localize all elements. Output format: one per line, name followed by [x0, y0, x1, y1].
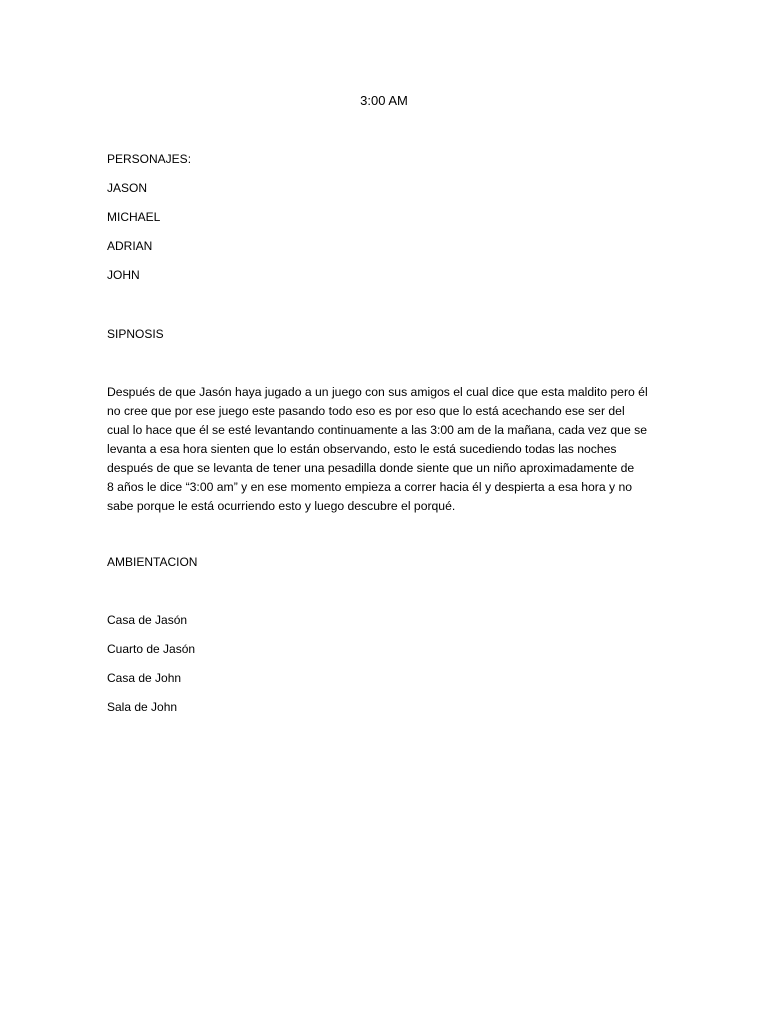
characters-list — [107, 180, 667, 296]
setting-item: Casa de John — [107, 671, 182, 685]
synopsis-line: no cree que por ese juego este pasando todo eso es por eso que lo está acechando ese ser del — [107, 404, 625, 418]
synopsis-line: Después de que Jasón haya jugado a un juego con sus amigos el cual dice que esta maldito pero él — [107, 385, 648, 399]
characters-heading — [107, 151, 667, 167]
character-item: MICHAEL — [107, 210, 161, 224]
synopsis-heading-text: SIPNOSIS — [107, 327, 164, 341]
synopsis-line: sabe porque le está ocurriendo esto y luego descubre el porqué. — [107, 499, 456, 513]
document-title: 3:00 AM — [360, 93, 408, 108]
synopsis-line: levanta a esa hora sienten que lo están observando, esto le está sucediendo todas las noches — [107, 442, 617, 456]
synopsis-line: cual lo hace que él se esté levantando continuamente a las 3:00 am de la mañana, cada vez que se — [107, 423, 647, 437]
setting-heading — [107, 554, 667, 570]
setting-heading-text: AMBIENTACION — [107, 555, 198, 569]
synopsis-line: después de que se levanta de tener una pesadilla donde siente que un niño aproximadamente de — [107, 461, 635, 475]
settings-list — [107, 612, 667, 728]
synopsis-line: 8 años le dice “3:00 am” y en ese momento empieza a correr hacia él y despierta a esa hora y no — [107, 480, 633, 494]
characters-heading-text: PERSONAJES: — [107, 152, 192, 166]
setting-item: Cuarto de Jasón — [107, 642, 196, 656]
character-item: JOHN — [107, 268, 140, 282]
setting-item: Casa de Jasón — [107, 613, 188, 627]
character-item: JASON — [107, 181, 148, 195]
synopsis-heading — [107, 326, 667, 342]
setting-item: Sala de John — [107, 700, 178, 714]
character-item: ADRIAN — [107, 239, 153, 253]
synopsis-paragraph — [107, 383, 667, 516]
